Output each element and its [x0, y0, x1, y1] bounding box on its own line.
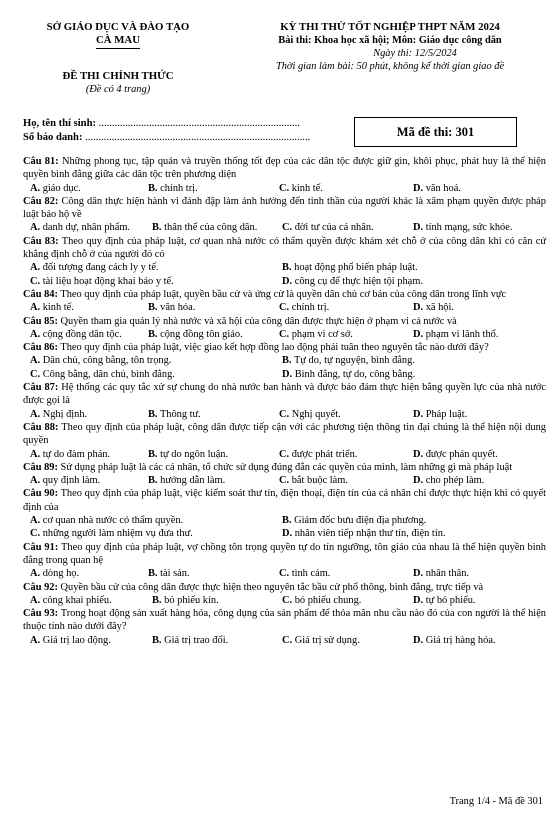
option-text: Pháp luật. [423, 408, 468, 420]
question-89 [23, 461, 546, 474]
option-text: cho phép làm. [423, 475, 485, 487]
answer-options-row [23, 275, 546, 288]
question-number: Câu 86: [23, 342, 58, 354]
question-text: Theo quy định của pháp luật, công dân được tiếp cận với các phương tiện thông tin đại chúng là thể hiện nội dung quyền [23, 421, 546, 447]
answer-option-a[interactable] [30, 408, 87, 421]
option-letter: B. [148, 302, 158, 314]
answer-option-b[interactable] [152, 634, 228, 647]
exam-subject: Bài thi: Khoa học xã hội; Môn: Giáo dục công dân [278, 35, 502, 46]
answer-option-c[interactable] [30, 275, 174, 288]
option-letter: A. [30, 448, 41, 460]
option-letter: B. [152, 594, 162, 606]
question-text: Theo quy định của pháp luật, cơ quan nhà nước có thẩm quyền được khám xét chỗ ở của công dân khi có căn cứ khẳng định chỗ ở của người đó có [23, 235, 546, 261]
answer-option-c[interactable] [30, 527, 193, 540]
question-number: Câu 83: [23, 235, 59, 247]
answer-option-c[interactable] [279, 301, 329, 314]
option-text: bắt buộc làm. [289, 475, 348, 487]
question-text: Quyền bầu cử của công dân được thực hiện theo nguyên tắc bầu cử phổ thông, bình đẳng, trực tiếp và [57, 581, 484, 593]
option-text: Dân chủ, công bằng, tôn trọng. [40, 355, 172, 367]
answer-option-d[interactable] [413, 328, 498, 341]
answer-options-row [23, 328, 546, 341]
answer-options-row [23, 634, 546, 647]
option-letter: A. [30, 355, 41, 367]
answer-option-d[interactable] [413, 634, 496, 647]
answer-option-d[interactable] [282, 527, 446, 540]
option-letter: B. [282, 515, 292, 527]
option-text: cộng đồng tôn giáo. [157, 328, 243, 340]
option-text: văn hóa. [157, 302, 196, 314]
option-text: tự bỏ phiếu. [423, 594, 476, 606]
answer-option-d[interactable] [413, 474, 484, 487]
option-letter: D. [413, 594, 424, 606]
option-letter: D. [413, 302, 424, 314]
option-text: tài liệu hoạt động khai báo y tế. [40, 275, 174, 287]
exam-title: KỲ THI THỬ TỐT NGHIỆP THPT NĂM 2024 [280, 21, 500, 33]
option-text: tự do đàm phán. [40, 448, 111, 460]
answer-options-row [23, 594, 546, 607]
option-letter: A. [30, 302, 41, 314]
option-letter: A. [30, 408, 41, 420]
question-number: Câu 84: [23, 288, 58, 300]
question-text: Công dân thực hiện hành vi đánh đập làm ảnh hưởng đến tinh thần của người khác là xâm phạm quyền được pháp luật bảo hộ về [23, 195, 546, 221]
answer-options-row [23, 301, 546, 314]
header-right [240, 21, 540, 73]
option-letter: D. [413, 328, 424, 340]
option-text: công khai phiếu. [40, 594, 112, 606]
question-text: Quyền tham gia quản lý nhà nước và xã hội của công dân được thực hiện ở phạm vi cả nước và [57, 315, 457, 327]
option-text: kinh tế. [289, 182, 323, 194]
option-letter: B. [148, 475, 158, 487]
option-text: phạm vi lãnh thổ. [423, 328, 499, 340]
question-85 [23, 315, 546, 328]
answer-option-d[interactable] [413, 448, 498, 461]
candidate-name-row [23, 117, 353, 131]
option-text: hướng dẫn làm. [157, 475, 226, 487]
question-text: Sử dụng pháp luật là các cá nhân, tổ chức sử dụng đúng đắn các quyền của mình, làm những gì mà pháp luật [57, 461, 513, 473]
answer-option-c[interactable] [282, 594, 361, 607]
exam-code-box: Mã đề thi: 301 [354, 117, 517, 147]
answer-option-b[interactable] [152, 594, 219, 607]
option-letter: B. [282, 355, 292, 367]
answer-option-d[interactable] [282, 368, 415, 381]
candidate-name-label: Họ, tên thí sinh: [23, 118, 96, 129]
question-88 [23, 421, 546, 448]
option-letter: A. [30, 594, 41, 606]
option-text: nhân viên tiếp nhận thư tín, điện tín. [292, 528, 446, 540]
answer-option-b[interactable] [148, 328, 243, 341]
option-letter: C. [279, 302, 290, 314]
question-number: Câu 85: [23, 315, 58, 327]
option-letter: C. [279, 182, 290, 194]
option-text: Giá trị sử dụng. [292, 634, 360, 646]
candidate-info [23, 117, 353, 145]
option-text: Giá trị trao đổi. [161, 634, 229, 646]
option-letter: C. [279, 328, 290, 340]
answer-option-b[interactable] [282, 261, 418, 274]
option-text: hoạt động phổ biến pháp luật. [291, 262, 418, 274]
answer-option-a[interactable] [30, 594, 112, 607]
option-text: tự do ngôn luận. [157, 448, 229, 460]
answer-options-row [23, 527, 546, 540]
option-letter: C. [279, 448, 290, 460]
answer-option-a[interactable] [30, 354, 171, 367]
option-letter: D. [413, 448, 424, 460]
option-letter: D. [413, 634, 424, 646]
option-letter: D. [413, 222, 424, 234]
answer-option-c[interactable] [282, 634, 360, 647]
answer-option-a[interactable] [30, 221, 130, 234]
option-letter: A. [30, 568, 41, 580]
option-letter: A. [30, 182, 41, 194]
answer-options-row [23, 448, 546, 461]
option-text: Tự do, tự nguyện, bình đẳng. [291, 355, 415, 367]
province-name: CÀ MAU [95, 34, 141, 46]
option-text: công cụ để thực hiện tội phạm. [292, 275, 423, 287]
candidate-id-row [23, 131, 353, 145]
option-text: cộng đồng dân tộc. [40, 328, 122, 340]
question-text: Theo quy định của pháp luật, vợ chồng tôn trọng quyền tự do tín ngưỡng, tôn giáo của nhau là thể hiện quyền bình đẳng trong quan hệ [23, 541, 546, 566]
option-text: danh dự, nhân phẩm. [40, 222, 131, 234]
question-text: Những phong tục, tập quán và truyền thống tốt đẹp của các dân tộc được giữ gìn, khôi phục, phát huy là thể hiện quyền bình đẳng giữa các dân tộc trên phương diện [23, 156, 546, 181]
answer-option-c[interactable] [282, 221, 374, 234]
answer-option-b[interactable] [282, 514, 426, 527]
option-text: nhân thân. [423, 568, 469, 580]
option-text: Nghị quyết. [289, 408, 341, 420]
option-text: bỏ phiếu kín. [161, 594, 219, 606]
question-93 [23, 607, 546, 634]
answer-option-d[interactable] [413, 408, 467, 421]
question-92 [23, 581, 546, 594]
candidate-id-label: Số báo danh: [23, 132, 83, 143]
page-count-note: (Đề có 4 trang) [85, 84, 151, 95]
answer-options-row [23, 368, 546, 381]
candidate-id-field[interactable]: ..................................................................................... [82, 132, 311, 143]
option-text: cơ quan nhà nước có thẩm quyền. [40, 515, 184, 527]
option-text: tình cảm. [289, 568, 331, 580]
option-letter: A. [30, 475, 41, 487]
answer-option-c[interactable] [279, 182, 323, 195]
page-footer: Trang 1/4 - Mã đề 301 [449, 796, 543, 807]
answer-option-c[interactable] [279, 408, 341, 421]
answer-option-a[interactable] [30, 301, 74, 314]
answer-option-a[interactable] [30, 474, 100, 487]
option-letter: C. [30, 368, 41, 380]
answer-option-b[interactable] [148, 474, 225, 487]
option-letter: C. [30, 528, 41, 540]
question-81 [23, 155, 546, 182]
question-number: Câu 92: [23, 581, 58, 593]
option-text: tài sản. [157, 568, 190, 580]
option-letter: C. [282, 634, 293, 646]
answer-option-c[interactable] [30, 368, 175, 381]
option-letter: B. [148, 568, 158, 580]
answer-option-b[interactable] [152, 221, 257, 234]
option-letter: D. [413, 408, 424, 420]
answer-option-d[interactable] [413, 567, 469, 580]
exam-duration: Thời gian làm bài: 50 phút, không kể thời gian giao đề [275, 61, 505, 72]
candidate-name-field[interactable]: ............................................................................ [96, 118, 300, 129]
question-87 [23, 381, 546, 408]
option-text: giáo dục. [40, 182, 81, 194]
question-list [23, 155, 546, 647]
answer-option-b[interactable] [148, 448, 228, 461]
option-letter: B. [282, 262, 292, 274]
question-number: Câu 81: [23, 156, 59, 167]
question-number: Câu 91: [23, 541, 59, 553]
option-text: thân thể của công dân. [161, 222, 258, 234]
option-text: kinh tế. [40, 302, 74, 314]
option-letter: C. [282, 222, 293, 234]
question-number: Câu 87: [23, 382, 59, 394]
answer-option-d[interactable] [413, 594, 476, 607]
department-name: SỞ GIÁO DỤC VÀ ĐÀO TẠO [46, 21, 190, 33]
option-letter: B. [152, 634, 162, 646]
option-text: dòng họ. [40, 568, 80, 580]
option-letter: D. [413, 182, 424, 194]
answer-option-a[interactable] [30, 514, 183, 527]
option-letter: B. [148, 182, 158, 194]
answer-option-c[interactable] [279, 567, 330, 580]
option-letter: B. [148, 408, 158, 420]
question-number: Câu 90: [23, 488, 59, 500]
question-84 [23, 288, 546, 301]
answer-options-row [23, 354, 546, 367]
option-text: tính mạng, sức khỏe. [423, 222, 513, 234]
question-number: Câu 93: [23, 608, 59, 620]
exam-date: Ngày thi: 12/5/2024 [373, 48, 457, 59]
option-text: Giám đốc bưu điện địa phương. [291, 515, 427, 527]
option-letter: A. [30, 328, 41, 340]
answer-option-a[interactable] [30, 567, 79, 580]
option-text: Thông tư. [157, 408, 201, 420]
answer-option-c[interactable] [279, 474, 348, 487]
option-text: được phát triển. [289, 448, 358, 460]
question-number: Câu 89: [23, 461, 58, 473]
answer-option-a[interactable] [30, 328, 122, 341]
option-text: Bình đẳng, tự do, công bằng. [292, 368, 416, 380]
option-text: chính trị. [289, 302, 330, 314]
question-number: Câu 88: [23, 421, 59, 433]
option-text: bỏ phiếu chung. [292, 594, 362, 606]
answer-option-c[interactable] [279, 328, 353, 341]
question-text: Trong hoạt động sản xuất hàng hóa, công dụng của sản phẩm để thỏa mãn nhu cầu nào đó của con người là thể hiện thuộc tính nào dưới đây? [23, 608, 546, 633]
option-letter: D. [282, 528, 293, 540]
option-text: đời tư của cá nhân. [292, 222, 374, 234]
answer-option-c[interactable] [279, 448, 357, 461]
question-83 [23, 235, 546, 262]
answer-options-row [23, 261, 546, 274]
answer-option-d[interactable] [282, 275, 423, 288]
question-text: Hệ thống các quy tắc xử sự chung do nhà nước ban hành và được bảo đảm thực hiện bằng quyền lực của nhà nước được gọi là [23, 382, 546, 407]
question-82 [23, 195, 546, 222]
option-letter: D. [282, 368, 293, 380]
option-letter: A. [30, 222, 41, 234]
question-91 [23, 541, 546, 568]
option-letter: C. [282, 594, 293, 606]
question-text: Theo quy định của pháp luật, việc kiểm soát thư tín, điện thoại, điện tín của cá nhân chỉ được thực hiện khi có quyết định của [23, 488, 546, 513]
answer-option-d[interactable] [413, 301, 454, 314]
answer-option-d[interactable] [413, 182, 461, 195]
answer-option-a[interactable] [30, 261, 159, 274]
option-letter: A. [30, 262, 41, 274]
option-text: Nghị định. [40, 408, 88, 420]
answer-options-row [23, 221, 546, 234]
option-letter: C. [30, 275, 41, 287]
answer-options-row [23, 408, 546, 421]
option-text: văn hoá. [423, 182, 461, 194]
option-letter: B. [148, 448, 158, 460]
option-text: chính trị. [157, 182, 198, 194]
option-text: phạm vi cơ sở. [289, 328, 353, 340]
header-left [18, 21, 218, 96]
question-text: Theo quy định của pháp luật, quyền bầu cử và ứng cử là quyền dân chủ cơ bản của công dân trong lĩnh vực [57, 288, 507, 300]
option-text: Công bằng, dân chủ, bình đẳng. [40, 368, 175, 380]
answer-option-a[interactable] [30, 448, 110, 461]
answer-option-b[interactable] [148, 182, 198, 195]
option-text: được phán quyết. [423, 448, 498, 460]
option-letter: A. [30, 515, 41, 527]
option-text: Giá trị lao động. [40, 634, 111, 646]
answer-option-a[interactable] [30, 634, 111, 647]
option-letter: B. [152, 222, 162, 234]
option-letter: D. [413, 475, 424, 487]
answer-option-b[interactable] [148, 567, 190, 580]
answer-options-row [23, 182, 546, 195]
option-text: những người làm nhiệm vụ đưa thư. [40, 528, 193, 540]
option-letter: A. [30, 634, 41, 646]
option-text: quy định làm. [40, 475, 101, 487]
option-text: Giá trị hàng hóa. [423, 634, 496, 646]
answer-option-d[interactable] [413, 221, 512, 234]
answer-option-a[interactable] [30, 182, 81, 195]
answer-options-row [23, 474, 546, 487]
option-letter: C. [279, 568, 290, 580]
option-text: đối tượng đang cách ly y tế. [40, 262, 159, 274]
question-text: Theo quy định của pháp luật, việc giao kết hợp đồng lao động phải tuân theo nguyên tắc nào dưới đây? [57, 342, 489, 354]
option-letter: B. [148, 328, 158, 340]
option-letter: D. [282, 275, 293, 287]
answer-options-row [23, 514, 546, 527]
option-letter: D. [413, 568, 424, 580]
question-number: Câu 82: [23, 195, 59, 207]
header-divider [96, 48, 140, 49]
question-86 [23, 341, 546, 354]
answer-option-b[interactable] [282, 354, 415, 367]
answer-option-b[interactable] [148, 408, 201, 421]
option-letter: C. [279, 475, 290, 487]
option-letter: C. [279, 408, 290, 420]
official-exam-label: ĐỀ THI CHÍNH THỨC [62, 70, 174, 82]
question-90 [23, 487, 546, 514]
option-text: xã hội. [423, 302, 454, 314]
answer-options-row [23, 567, 546, 580]
answer-option-b[interactable] [148, 301, 195, 314]
